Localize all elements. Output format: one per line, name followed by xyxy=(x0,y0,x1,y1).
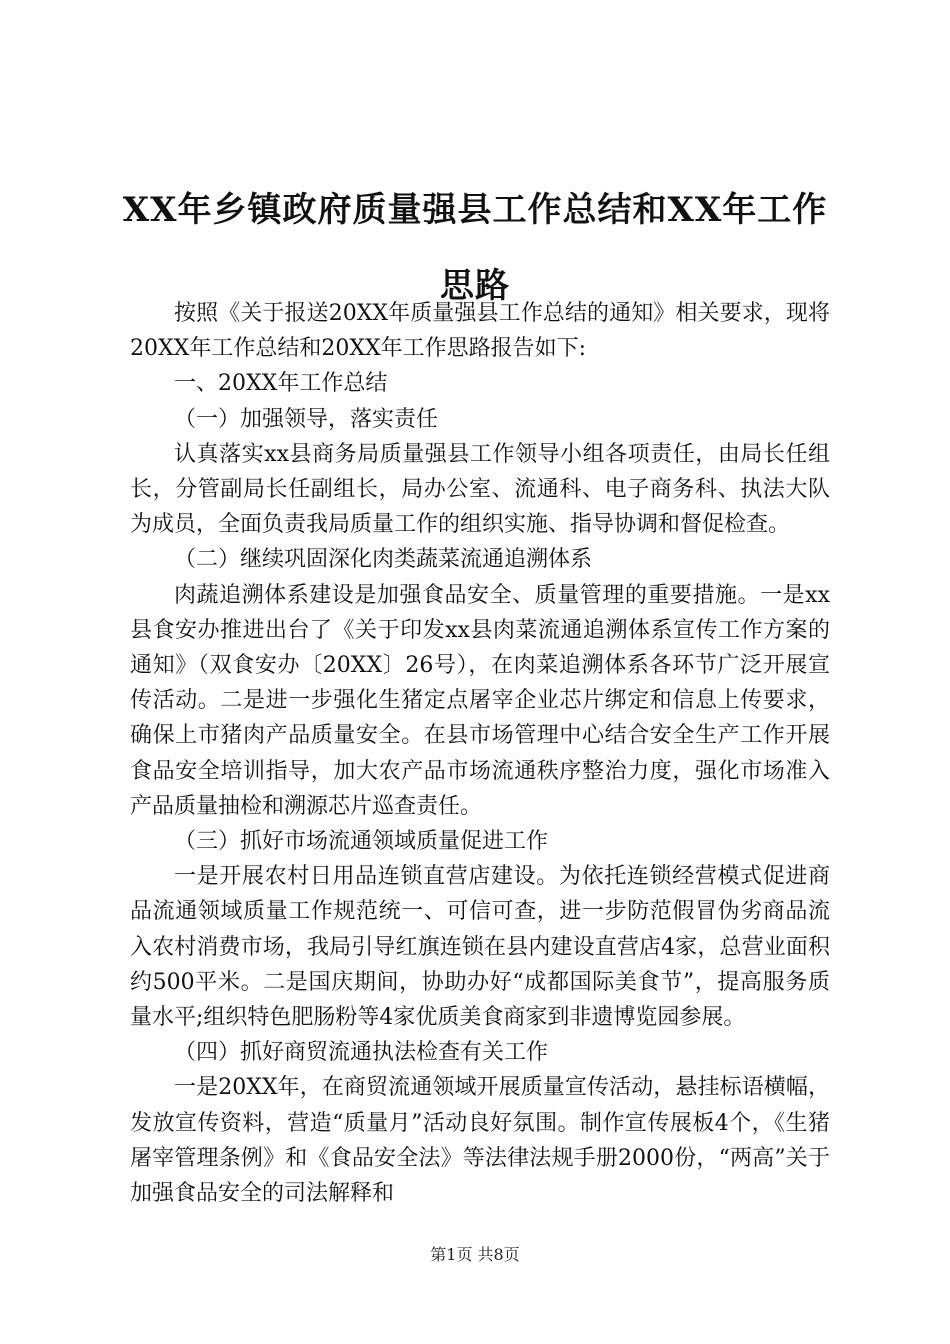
subsection-heading-1: （一）加强领导，落实责任 xyxy=(174,406,439,432)
paragraph-enforcement: 一是20XX年，在商贸流通领域开展质量宣传活动，悬挂标语横幅，发放宣传资料，营造“质量月”活动良好氛围。制作宣传展板4个，《生猪屠宰管理条例》和《食品安全法》等法律法规手册2000份，“两高”关于加强食品安全的司法解释和 xyxy=(130,1075,830,1207)
title-line-1: XX年乡镇政府质量强县工作总结和XX年工作 xyxy=(122,190,828,230)
paragraph-market-circulation: 一是开展农村日用品连锁直营店建设。为依托连锁经营模式促进商品流通领域质量工作规范统一、可信可查，进一步防范假冒伪劣商品流入农村消费市场，我局引导红旗连锁在县内建设直营店4家，总营业面积约500平米。二是国庆期间，协助办好“成都国际美食节”，提高服务质量水平;组织特色肥肠粉等4家优质美食商家到非遗博览园参展。 xyxy=(130,864,830,1031)
section-heading-1: 一、20XX年工作总结 xyxy=(174,371,388,397)
page-footer: 第1页 共8页 xyxy=(430,1245,520,1264)
subsection-heading-3: （三）抓好市场流通领域质量促进工作 xyxy=(174,829,549,855)
paragraph-leadership: 认真落实xx县商务局质量强县工作领导小组各项责任，由局长任组长，分管副局长任副组长，局办公室、流通科、电子商务科、执法大队为成员，全面负责我局质量工作的组织实施、指导协调和督促检查。 xyxy=(130,441,830,538)
title-line-2: 思路 xyxy=(440,266,510,306)
subsection-heading-2: （二）继续巩固深化肉类蔬菜流通追溯体系 xyxy=(174,547,593,573)
document-body xyxy=(130,296,830,1211)
paragraph-traceability: 肉蔬追溯体系建设是加强食品安全、质量管理的重要措施。一是xx县食安办推进出台了《关于印发xx县肉菜流通追溯体系宣传工作方案的通知》（双食安办〔20XX〕26号），在肉菜追溯体系各环节广泛开展宣传活动。二是进一步强化生猪定点屠宰企业芯片绑定和信息上传要求，确保上市猪肉产品质量安全。在县市场管理中心结合安全生产工作开展食品安全培训指导，加大农产品市场流通秩序整治力度，强化市场准入产品质量抽检和溯源芯片巡查责任。 xyxy=(130,582,830,819)
intro-paragraph: 按照《关于报送20XX年质量强县工作总结的通知》相关要求，现将20XX年工作总结和20XX年工作思路报告如下: xyxy=(130,301,830,362)
subsection-heading-4: （四）抓好商贸流通执法检查有关工作 xyxy=(174,1040,549,1066)
